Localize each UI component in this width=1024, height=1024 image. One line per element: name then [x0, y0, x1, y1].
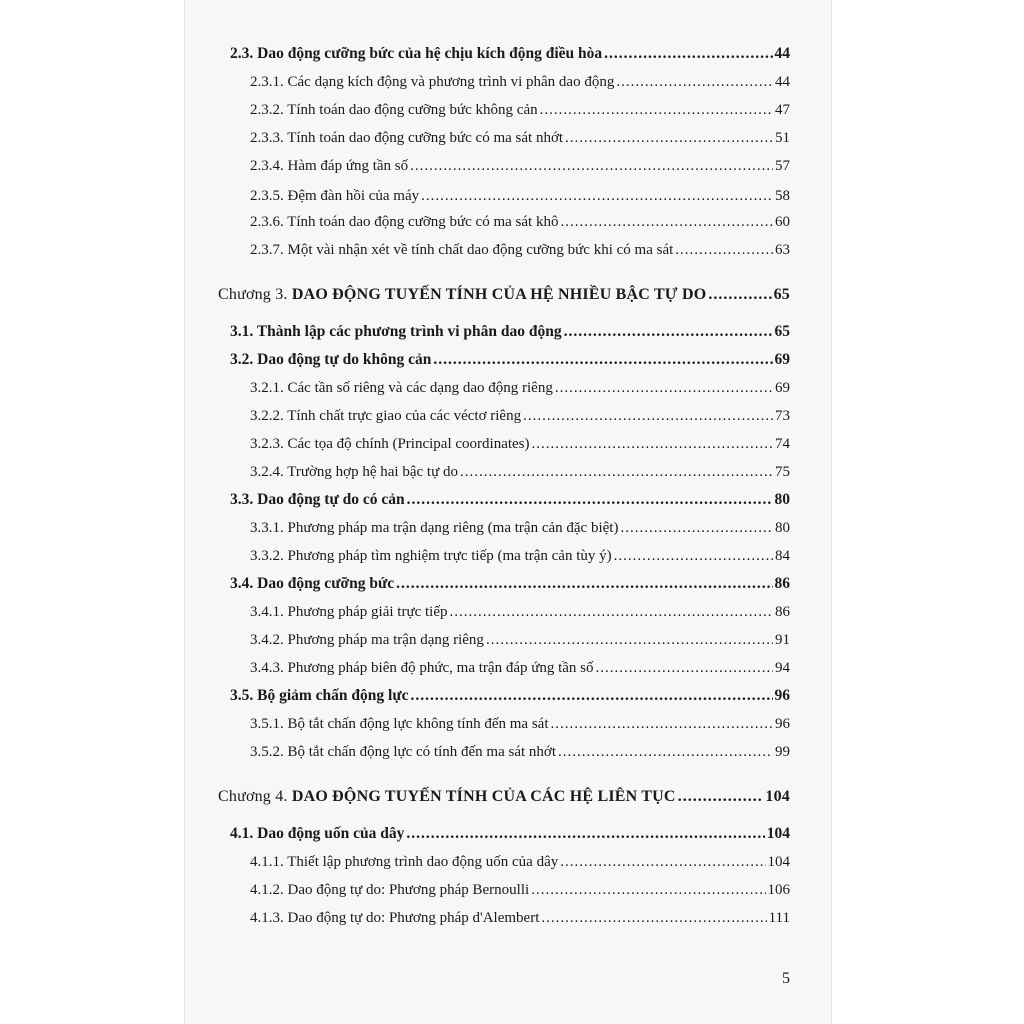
toc-entry-subsection — [250, 658, 790, 678]
toc-entry-label: 3.3.2. Phương pháp tìm nghiệm trực tiếp (ma trận cản tùy ý) — [250, 548, 612, 564]
toc-entry-page: 65 — [773, 286, 790, 303]
leader-dots — [604, 44, 772, 64]
toc-entry-label: 3.1. Thành lập các phương trình vi phân dao động — [230, 323, 562, 340]
toc-entry-page: 86 — [774, 575, 790, 592]
leader-dots — [678, 787, 764, 807]
toc-entry-chapter — [218, 787, 790, 807]
toc-entry-page: 91 — [775, 632, 790, 648]
toc-entry-section — [230, 490, 790, 510]
leader-dots — [486, 630, 773, 650]
toc-entry-page: 106 — [767, 882, 790, 898]
toc-entry-subsection — [250, 156, 790, 176]
toc-entry-subsection — [250, 742, 790, 762]
toc-entry-page: 47 — [775, 102, 790, 118]
toc-entry-section — [230, 322, 790, 342]
chapter-prefix: Chương 4. — [218, 788, 288, 805]
leader-dots — [708, 285, 771, 305]
toc-entry-subsection — [250, 186, 790, 206]
toc-entry-label: 2.3.5. Đệm đàn hồi của máy — [250, 188, 420, 204]
leader-dots — [410, 156, 773, 176]
toc-entry-page: 94 — [775, 660, 790, 676]
toc-entry-section — [230, 686, 790, 706]
toc-entry-label: 3.4.2. Phương pháp ma trận dạng riêng — [250, 632, 484, 648]
toc-entry-subsection — [250, 406, 790, 426]
toc-entry-page: 99 — [775, 744, 790, 760]
leader-dots — [411, 686, 773, 706]
toc-entry-page: 80 — [774, 491, 790, 508]
leader-dots — [540, 100, 773, 120]
toc-entry-page: 96 — [775, 716, 790, 732]
toc-entry-section — [230, 350, 790, 370]
toc-entry-section — [230, 44, 790, 64]
toc-entry-label: 3.2.2. Tính chất trực giao của các véctơ riêng — [250, 408, 522, 424]
toc-entry-page: 80 — [775, 520, 790, 536]
toc-entry-page: 111 — [768, 910, 790, 926]
toc-entry-label: 2.3. Dao động cưỡng bức của hệ chịu kích động điều hòa — [230, 45, 603, 62]
toc-entry-label: 2.3.2. Tính toán dao động cưỡng bức không cản — [250, 102, 538, 118]
toc-entry-page: 60 — [775, 214, 790, 230]
toc-entry-page: 75 — [775, 464, 790, 480]
toc-entry-label: 3.5.2. Bộ tắt chấn động lực có tính đến ma sát nhớt — [250, 744, 557, 760]
toc-entry-subsection — [250, 72, 790, 92]
toc-entry-page: 51 — [775, 130, 790, 146]
toc-entry-page: 69 — [775, 380, 790, 396]
toc-entry-page: 104 — [765, 788, 790, 805]
toc-entry-subsection — [250, 546, 790, 566]
toc-entry-page: 104 — [766, 825, 790, 842]
toc-entry-label: 3.5. Bộ giảm chấn động lực — [230, 687, 409, 704]
leader-dots — [620, 518, 773, 538]
leader-dots — [450, 602, 774, 622]
chapter-prefix: Chương 3. — [218, 286, 288, 303]
leader-dots — [433, 350, 772, 370]
toc-entry-label: 4.1.3. Dao động tự do: Phương pháp d'Alembert — [250, 910, 540, 926]
toc-entry-label: 3.3.1. Phương pháp ma trận dạng riêng (ma trận cản đặc biệt) — [250, 520, 619, 536]
toc-entry-page: 57 — [775, 158, 790, 174]
leader-dots — [407, 490, 773, 510]
toc-entry-page: 69 — [774, 351, 790, 368]
leader-dots — [551, 714, 774, 734]
leader-dots — [555, 378, 773, 398]
toc-entry-section — [230, 824, 790, 844]
toc-entry-page: 104 — [767, 854, 790, 870]
toc-entry-page: 96 — [774, 687, 790, 704]
toc-entry-subsection — [250, 240, 790, 260]
toc-entry-label: 3.2.1. Các tần số riêng và các dạng dao động riêng — [250, 380, 553, 396]
toc-entry-label: 4.1.2. Dao động tự do: Phương pháp Bernoulli — [250, 882, 530, 898]
toc-entry-label: 4.1. Dao động uốn của dây — [230, 825, 405, 842]
toc-entry-page: 63 — [775, 242, 790, 258]
toc-entry-subsection — [250, 880, 790, 900]
toc-entry-page: 86 — [775, 604, 790, 620]
toc-entry-subsection — [250, 908, 790, 928]
toc-entry-label: 3.4. Dao động cưỡng bức — [230, 575, 395, 592]
toc-entry-label: 3.2. Dao động tự do không cản — [230, 351, 432, 368]
chapter-title: DAO ĐỘNG TUYẾN TÍNH CỦA HỆ NHIỀU BẬC TỰ DO — [291, 286, 707, 303]
toc-entry-page: 44 — [775, 74, 790, 90]
toc-entry-subsection — [250, 128, 790, 148]
toc-entry-subsection — [250, 852, 790, 872]
toc-entry-section — [230, 574, 790, 594]
toc-entry-subsection — [250, 378, 790, 398]
toc-entry-label: 2.3.4. Hàm đáp ứng tần số — [250, 158, 409, 174]
leader-dots — [564, 322, 773, 342]
toc-entry-page: 65 — [774, 323, 790, 340]
leader-dots — [596, 658, 773, 678]
toc-entry-label: 3.2.3. Các tọa độ chính (Principal coordinates) — [250, 436, 530, 452]
leader-dots — [560, 852, 765, 872]
leader-dots — [531, 880, 765, 900]
leader-dots — [675, 240, 773, 260]
toc-entry-label: 3.4.3. Phương pháp biên độ phức, ma trận đáp ứng tần số — [250, 660, 594, 676]
leader-dots — [541, 908, 766, 928]
page-number: 5 — [782, 970, 790, 987]
toc-entry-label: 2.3.7. Một vài nhận xét về tính chất dao động cưỡng bức khi có ma sát — [250, 242, 674, 258]
toc-entry-subsection — [250, 630, 790, 650]
toc-entry-label: 2.3.1. Các dạng kích động và phương trình vi phân dao động — [250, 74, 615, 90]
leader-dots — [565, 128, 773, 148]
toc-entry-label: 3.5.1. Bộ tắt chấn động lực không tính đến ma sát — [250, 716, 549, 732]
toc-entry-label: 3.4.1. Phương pháp giải trực tiếp — [250, 604, 448, 620]
toc-entry-subsection — [250, 518, 790, 538]
toc-entry-page: 44 — [774, 45, 790, 62]
toc-entry-subsection — [250, 462, 790, 482]
leader-dots — [406, 824, 764, 844]
toc-entry-chapter — [218, 285, 790, 305]
leader-dots — [523, 406, 773, 426]
leader-dots — [421, 186, 773, 206]
toc-entry-page: 84 — [775, 548, 790, 564]
toc-entry-label: 4.1.1. Thiết lập phương trình dao động uốn của dây — [250, 854, 559, 870]
leader-dots — [558, 742, 773, 762]
toc-entry-label: 3.2.4. Trường hợp hệ hai bậc tự do — [250, 464, 458, 480]
toc-entry-subsection — [250, 714, 790, 734]
leader-dots — [560, 212, 773, 232]
toc-entry-label: 2.3.3. Tính toán dao động cưỡng bức có ma sát nhớt — [250, 130, 564, 146]
toc-entry-subsection — [250, 602, 790, 622]
chapter-title: DAO ĐỘNG TUYẾN TÍNH CỦA CÁC HỆ LIÊN TỤC — [291, 788, 676, 805]
toc-entry-label: 2.3.6. Tính toán dao động cưỡng bức có ma sát khô — [250, 214, 559, 230]
leader-dots — [396, 574, 772, 594]
toc-entry-subsection — [250, 212, 790, 232]
leader-dots — [616, 72, 773, 92]
toc-entry-page: 73 — [775, 408, 790, 424]
toc-entry-subsection — [250, 434, 790, 454]
toc-entry-page: 58 — [775, 188, 790, 204]
toc-entry-page: 74 — [775, 436, 790, 452]
leader-dots — [614, 546, 773, 566]
leader-dots — [460, 462, 773, 482]
toc-entry-subsection — [250, 100, 790, 120]
leader-dots — [532, 434, 773, 454]
toc-entry-label: 3.3. Dao động tự do có cản — [230, 491, 405, 508]
